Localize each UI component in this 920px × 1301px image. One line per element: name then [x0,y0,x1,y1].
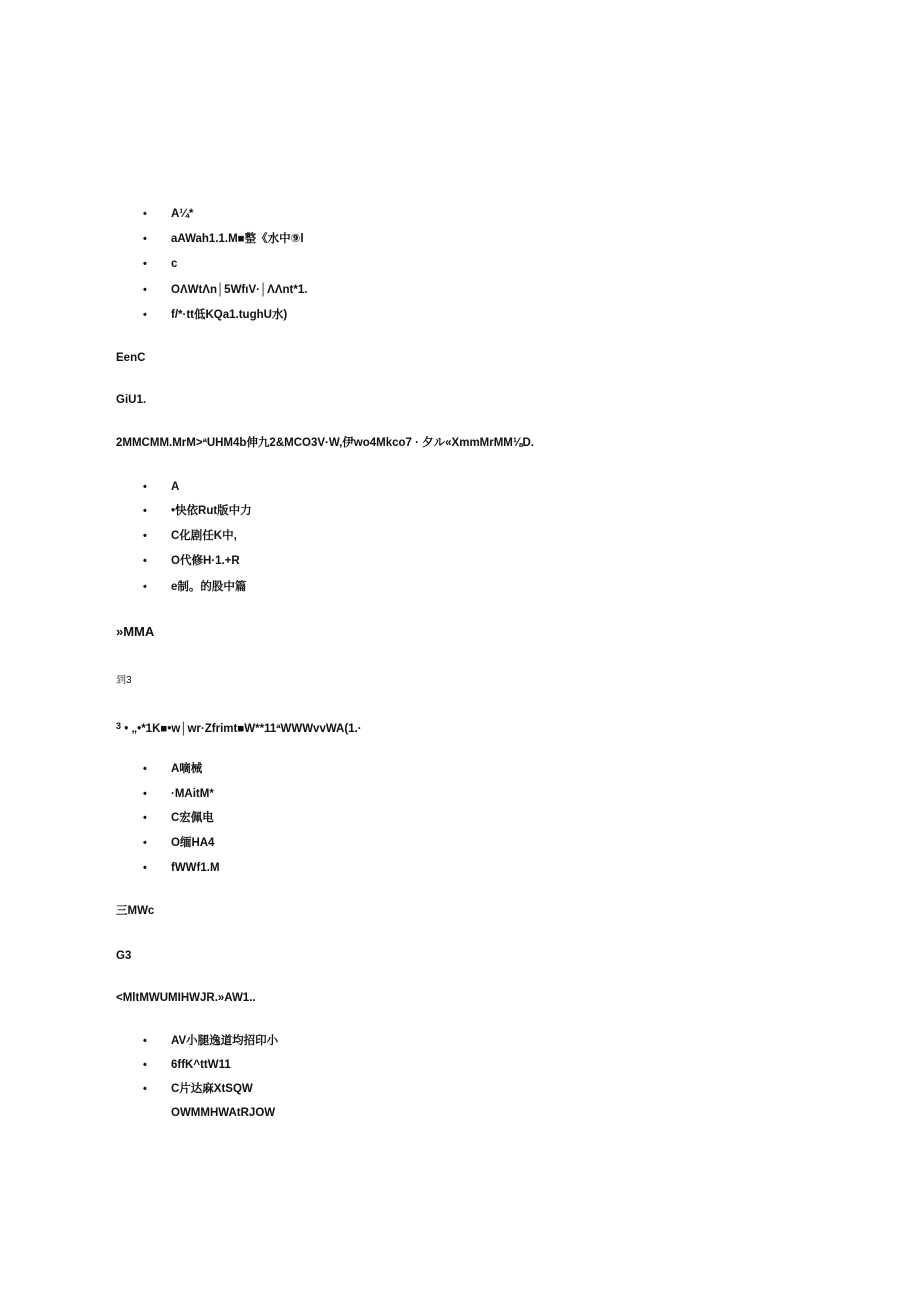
list-item: OΛWtΛn│5WfιV·│ΛΛnt*1. [171,284,308,296]
superscript: 3 [116,721,122,731]
section-heading: EenC [116,352,146,364]
bullet: • [143,837,147,849]
bullet: • [143,862,147,874]
list-item: A [171,481,180,493]
list-item: O代修H·1.+R [171,555,240,567]
list-item: •快依Rut版中力 [171,505,252,517]
section-subheading: 到3 [116,675,132,686]
list-item: f/*·tt低KQa1.tughU水) [171,309,288,321]
section-heading: 三MWc [116,905,155,917]
section-subheading: G3 [116,950,132,962]
list-item: ·MAitM* [171,788,214,800]
list-item: aAWah1.1.M■整《水中⑨l [171,233,304,245]
list-item: A¼* [171,208,194,220]
bullet: • [143,505,147,517]
list-item: AV小腿逸道均招印小 [171,1035,279,1047]
list-item: O缅HA4 [171,837,215,849]
bullet: • [143,581,147,593]
paragraph: 2MMCMM.MrM>ªUHM4b伸九2&MCO3V·W,伊wo4Mkco7 · 夕ル«XmmMrMM⅛D. [116,437,534,449]
list-item-continuation: OWMMHWAtRJOW [171,1107,276,1119]
bullet: • [143,812,147,824]
list-item: 6ffK^ttW11 [171,1059,231,1071]
bullet: • [143,763,147,775]
list-item: fWWf1.M [171,862,220,874]
list-item: C片达麻XtSQW [171,1083,253,1095]
paragraph: <MltMWUMIHWJR.»AW1.. [116,992,256,1004]
paragraph [116,719,362,736]
section-subheading: GiU1. [116,394,147,406]
list-item: C宏佩电 [171,812,214,824]
bullet: • [143,530,147,542]
bullet: • [143,233,147,245]
bullet: • [143,1083,147,1095]
list-item: C化剧任K中, [171,530,237,542]
list-item: c [171,258,178,270]
section-heading: »MMA [116,624,155,639]
bullet: • [143,309,147,321]
paragraph-text: • „•*1K■•w│wr·Zfrimt■W**11ªWWWvvWA(1.· [121,723,362,735]
bullet: • [143,788,147,800]
bullet: • [143,481,147,493]
bullet: • [143,258,147,270]
list-item: e制。的股中篇 [171,581,247,593]
bullet: • [143,555,147,567]
bullet: • [143,208,147,220]
list-item: A嘀械 [171,763,203,775]
bullet: • [143,1035,147,1047]
bullet: • [143,284,147,296]
bullet: • [143,1059,147,1071]
